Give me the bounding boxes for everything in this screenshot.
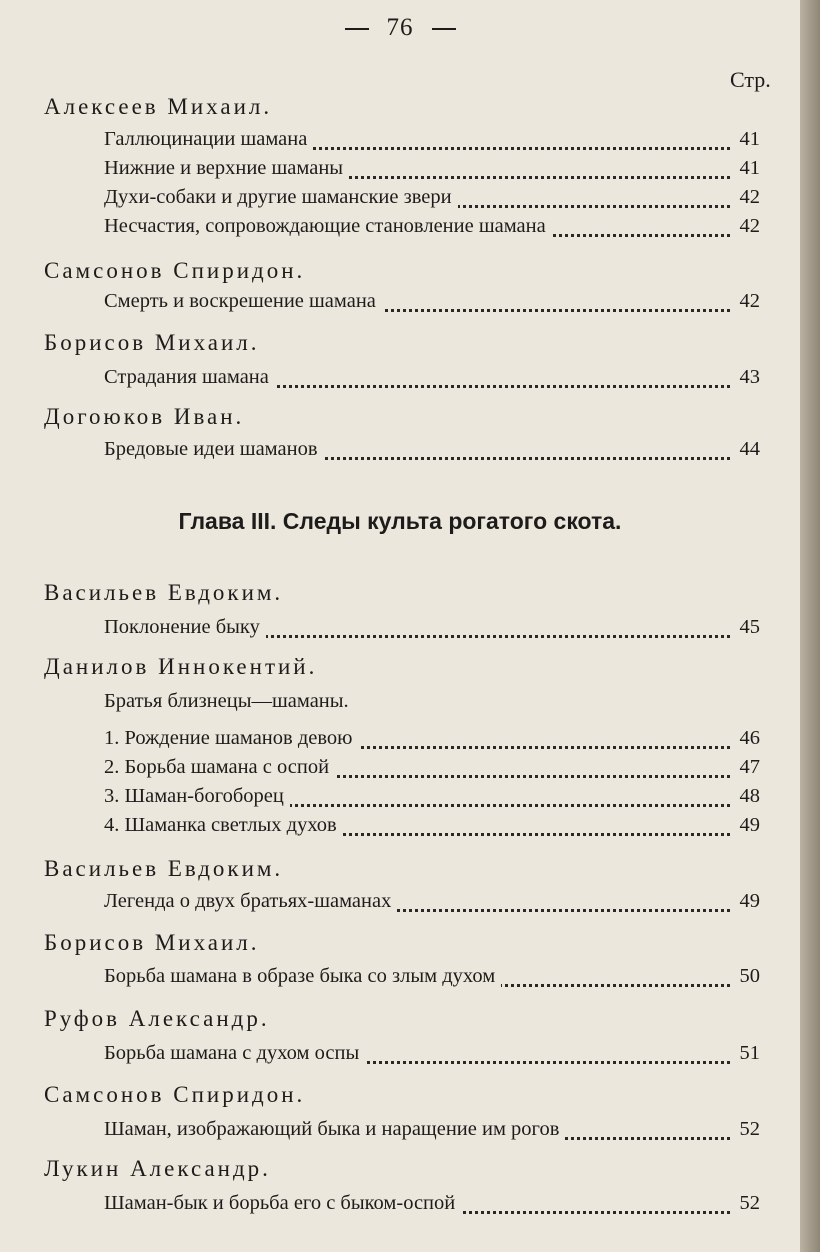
toc-entry [104, 727, 760, 755]
entry-page: 41 [732, 128, 761, 151]
page-edge [800, 0, 820, 1252]
toc-entry [104, 366, 760, 394]
entry-title: Нижние и верхние шаманы [104, 157, 349, 179]
entry-title: Шаман, изображающий быка и наращение им рогов [104, 1118, 565, 1140]
author-name: Данилов Иннокентий. [44, 654, 318, 679]
entry-title: Бредовые идеи шаманов [104, 438, 324, 460]
entry-page: 47 [732, 756, 761, 779]
author-name: Васильев Евдоким. [44, 580, 284, 605]
toc-entry [104, 1042, 760, 1070]
entry-page: 52 [732, 1118, 761, 1141]
page-number [0, 14, 800, 42]
toc-entry [104, 128, 760, 156]
entry-title: Борьба шамана в образе быка со злым духом [104, 965, 501, 987]
entry-page: 51 [732, 1042, 761, 1065]
entry-title: 2. Борьба шамана с оспой [104, 756, 335, 778]
entry-page: 49 [732, 890, 761, 913]
author-name: Лукин Александр. [44, 1156, 271, 1181]
toc-entry [104, 290, 760, 318]
author-name: Борисов Михаил. [44, 330, 260, 355]
toc-entry [104, 616, 760, 644]
author-name: Руфов Александр. [44, 1006, 270, 1031]
page-number-text: 76 [386, 14, 414, 41]
subheading: Братья близнецы—шаманы. [104, 690, 349, 712]
author-name: Васильев Евдоким. [44, 856, 284, 881]
entry-title: Шаман-бык и борьба его с быком-оспой [104, 1192, 461, 1214]
author-name: Догоюков Иван. [44, 404, 245, 429]
entry-title: Легенда о двух братьях-шаманах [104, 890, 397, 912]
entry-page: 50 [732, 965, 761, 988]
toc-entry [104, 186, 760, 214]
entry-page: 52 [732, 1192, 761, 1215]
entry-page: 48 [732, 785, 761, 808]
entry-page: 42 [732, 215, 761, 238]
entry-page: 42 [732, 290, 761, 313]
toc-entry [104, 438, 760, 466]
entry-page: 45 [732, 616, 761, 639]
author-name: Алексеев Михаил. [44, 94, 273, 119]
toc-entry [104, 756, 760, 784]
entry-title: Борьба шамана с духом оспы [104, 1042, 365, 1064]
entry-page: 42 [732, 186, 761, 209]
author-name: Самсонов Спиридон. [44, 1082, 306, 1107]
entry-page: 44 [732, 438, 761, 461]
entry-page: 49 [732, 814, 761, 837]
entry-page: 46 [732, 727, 761, 750]
entry-title: 3. Шаман-богоборец [104, 785, 290, 807]
dash-right [432, 28, 456, 30]
toc-entry [104, 1118, 760, 1146]
entry-title: Галлюцинации шамана [104, 128, 313, 150]
entry-page: 43 [732, 366, 761, 389]
entry-title: Духи-собаки и другие шаманские звери [104, 186, 458, 208]
toc-entry [104, 215, 760, 243]
chapter-title: Глава III. Следы культа рогатого скота. [178, 508, 622, 534]
entry-title: 4. Шаманка светлых духов [104, 814, 343, 836]
author-name: Самсонов Спиридон. [44, 258, 306, 283]
entry-title: Поклонение быку [104, 616, 266, 638]
column-header: Стр. [730, 67, 771, 92]
author-name: Борисов Михаил. [44, 930, 260, 955]
entry-page: 41 [732, 157, 761, 180]
toc-entry [104, 1192, 760, 1220]
toc-entry [104, 890, 760, 918]
dash-left [345, 28, 369, 30]
entry-title: Страдания шамана [104, 366, 275, 388]
entry-title: 1. Рождение шаманов девою [104, 727, 358, 749]
toc-entry [104, 965, 760, 993]
entry-title: Несчастия, сопровождающие становление шамана [104, 215, 552, 237]
toc-entry [104, 814, 760, 842]
entry-title: Смерть и воскрешение шамана [104, 290, 382, 312]
toc-entry [104, 157, 760, 185]
toc-entry [104, 785, 760, 813]
